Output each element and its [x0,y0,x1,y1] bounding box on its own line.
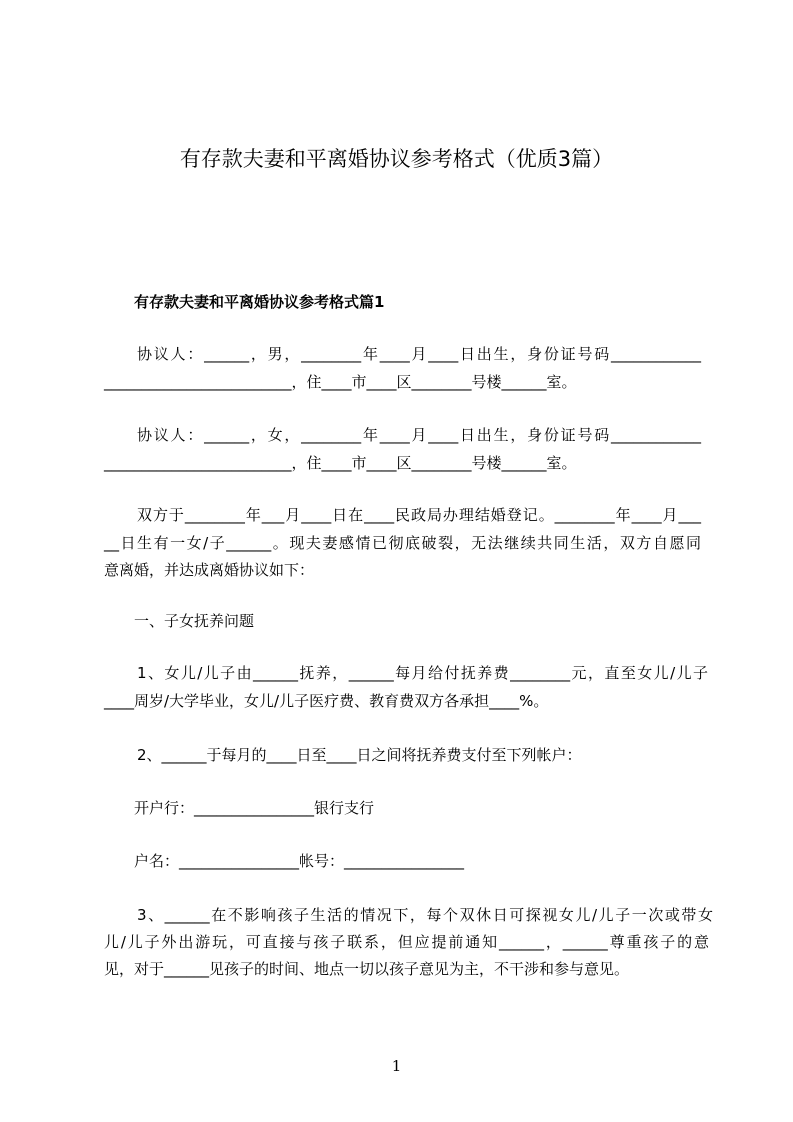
item3-line3: 见，对于______见孩子的时间、地点一切以孩子意见为主，不干涉和参与意见。 [104,960,630,978]
item3-line1: 3、______在不影响孩子生活的情况下，每个双休日可探视女儿/儿子一次或带女 [137,906,713,924]
party2-line1: 协议人：______，女，________年____月____日出生，身份证号码____________ [137,426,701,444]
intro-line1: 双方于________年___月____日在____民政局办理结婚登记。________年____月___ [137,506,701,524]
item1-line1: 1、女儿/儿子由______抚养，______每月给付抚养费________元，直至女儿/儿子 [137,664,708,682]
party1-line1: 协议人：______，男，________年____月____日出生，身份证号码____________ [137,345,701,363]
account-line: 户名：________________帐号：________________ [134,852,465,870]
party1-line2: _________________________，住____市____区________号楼______室。 [104,373,577,391]
party2-line2: _________________________，住____市____区________号楼______室。 [104,454,577,472]
bank-line: 开户行：________________银行支行 [134,799,375,817]
item1-line2: ____周岁/大学毕业，女儿/儿子医疗费、教育费双方各承担____%。 [104,692,549,710]
section1-title: 一、子女抚养问题 [134,612,255,630]
section-heading: 有存款夫妻和平离婚协议参考格式篇1 [134,293,385,311]
intro-line3: 意离婚，并达成离婚协议如下： [104,561,315,579]
page-title: 有存款夫妻和平离婚协议参考格式（优质3篇） [179,147,614,171]
item3-line2: 儿/儿子外出游玩，可直接与孩子联系，但应提前通知______，______尊重孩子的意 [104,933,709,951]
intro-line2: __日生有一女/子______。现夫妻感情已彻底破裂，无法继续共同生活，双方自愿同 [104,534,701,552]
item2-line: 2、______于每月的____日至____日之间将抚养费支付至下列帐户： [137,746,582,764]
page-number: 1 [391,1057,402,1075]
